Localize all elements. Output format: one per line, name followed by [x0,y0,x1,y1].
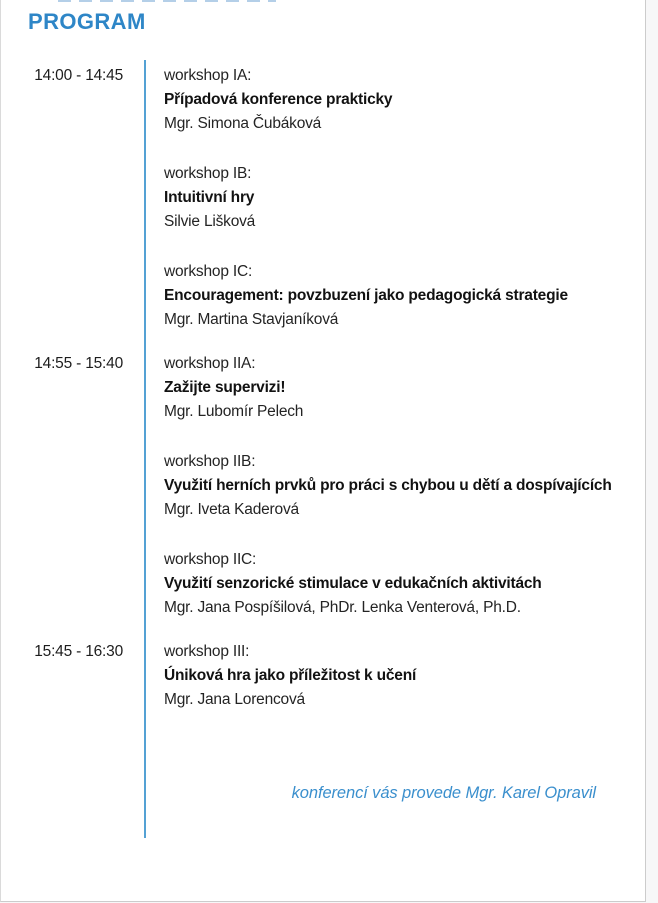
workshop-entry [164,64,626,136]
workshop-speakers: Mgr. Iveta Kaderová [164,501,299,518]
workshop-entry [164,260,626,332]
page-title: PROGRAM [28,9,146,34]
schedule-slot-3 [1,640,646,712]
workshop-title: Encouragement: povzbuzení jako pedagogická strategie [164,287,568,304]
workshop-title: Úniková hra jako příležitost k učení [164,667,417,684]
workshop-title: Využití senzorické stimulace v edukačních aktivitách [164,575,542,592]
workshop-speakers: Mgr. Martina Stavjaníková [164,311,339,328]
workshop-title: Případová konference prakticky [164,91,393,108]
slot-content [144,640,646,712]
workshop-label: workshop IC: [164,263,253,280]
workshop-entry [164,450,626,522]
workshop-entry [164,162,626,234]
workshop-label: workshop III: [164,643,250,660]
workshop-entry [164,640,626,712]
workshop-speakers: Mgr. Lubomír Pelech [164,403,304,420]
workshop-entry [164,548,626,620]
workshop-label: workshop IIA: [164,355,256,372]
workshop-title: Využití herních prvků pro práci s chybou u dětí a dospívajících [164,477,612,494]
slot-content [144,64,646,332]
workshop-speakers: Mgr. Jana Pospíšilová, PhDr. Lenka Venterová, Ph.D. [164,599,521,616]
workshop-entry [164,352,626,424]
workshop-speakers: Mgr. Simona Čubáková [164,115,322,132]
schedule-list [1,64,646,712]
workshop-speakers: Silvie Lišková [164,213,256,230]
workshop-label: workshop IIC: [164,551,257,568]
schedule-slot-1 [1,64,646,332]
workshop-title: Zažijte supervizi! [164,379,286,396]
schedule-slot-2 [1,352,646,620]
workshop-title: Intuitivní hry [164,189,255,206]
workshop-label: workshop IIB: [164,453,256,470]
cut-off-text-artifact [58,0,276,2]
slot-content [144,352,646,620]
workshop-speakers: Mgr. Jana Lorencová [164,691,305,708]
slot-time: 14:00 - 14:45 [34,67,123,84]
moderator-note: konferencí vás provede Mgr. Karel Opravil [291,784,596,802]
workshop-label: workshop IB: [164,165,252,182]
workshop-label: workshop IA: [164,67,252,84]
slot-time: 14:55 - 15:40 [34,355,123,372]
slot-time: 15:45 - 16:30 [34,643,123,660]
